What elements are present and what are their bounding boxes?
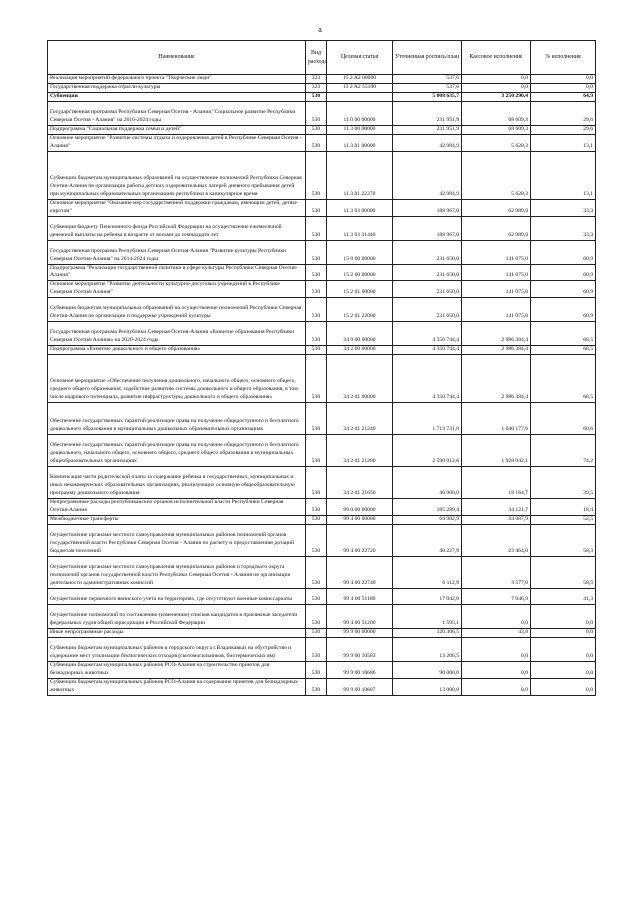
row-name: Осуществление органами местного самоуправления муниципальных районов полномочий органов государственной власти Республики Северная Осетия - Алания по расчету и предоставлению дотаций бюджетам поселений — [48, 525, 306, 557]
table-row — [48, 637, 596, 661]
row-execution-percent: 33,3 — [531, 216, 596, 240]
row-target-article: 99 4 00 51180 — [327, 589, 393, 605]
row-target-article — [327, 92, 393, 101]
table-row — [48, 83, 596, 92]
row-name: Основное мероприятие «Обеспечение получения дошкольного, начального общего, основного общего, среднего общего образования, содействие развитию системы дошкольного и общего образования, в том числе кадрового потенциала, развитие инфраструктуры дошкольного и общего образования» — [48, 355, 306, 403]
row-expense-type: 530 — [306, 435, 327, 467]
row-name: Основное мероприятие "Оказание мер государственной поддержки гражданам, имеющим детей, детям-сиротам" — [48, 199, 306, 216]
table-row — [48, 75, 596, 84]
row-target-article: 11 3 01 00000 — [327, 134, 393, 151]
row-target-article: 34 2 00 00000 — [327, 346, 393, 355]
row-expense-type: 530 — [306, 92, 327, 101]
row-name: Осуществление первичного воинского учета на территориях, где отсутствуют военные комиссариаты — [48, 589, 306, 605]
row-execution-percent: 58,3 — [531, 525, 596, 557]
row-planned: 231 650,0 — [393, 281, 462, 298]
row-name: Обеспечение государственных гарантий реализации права на получение общедоступного и бесплатного дошкольного образования в муниципальных дошкольных образовательных организациях — [48, 403, 306, 435]
row-name: Основное мероприятие "Развитие деятельности культурно-досуговых учреждений в Республике Северная Осетия-Алания" — [48, 281, 306, 298]
row-execution-percent: 0,0 — [531, 75, 596, 84]
row-execution-percent: 18,4 — [531, 499, 596, 516]
table-row — [48, 467, 596, 499]
row-expense-type: 530 — [306, 199, 327, 216]
row-cash-execution: 0,0 — [462, 83, 531, 92]
row-expense-type: 530 — [306, 216, 327, 240]
row-expense-type: 530 — [306, 525, 327, 557]
row-target-article: 99 9 00 10583 — [327, 637, 393, 661]
row-execution-percent: 29,6 — [531, 101, 596, 125]
row-name: Государственная программа Республики Северная Осетия - Алания "Социальное развитие Республики Северная Осетия - Алания" на 2016-2024 годы — [48, 101, 306, 125]
row-planned: 231 650,0 — [393, 298, 462, 322]
row-name: Подпрограмма "Социальная поддержка семьи и детей" — [48, 125, 306, 134]
row-planned: 90 000,0 — [393, 661, 462, 678]
row-planned: 13 206,5 — [393, 637, 462, 661]
table-row — [48, 101, 596, 125]
row-planned: 1 595,1 — [393, 605, 462, 629]
row-target-article: 15 2 00 00000 — [327, 264, 393, 281]
row-planned: 4 350 744,4 — [393, 346, 462, 355]
row-planned: 2 590 012,6 — [393, 435, 462, 467]
row-expense-type: 530 — [306, 678, 327, 695]
row-execution-percent: 0,0 — [531, 678, 596, 695]
row-planned: 64 982,9 — [393, 516, 462, 525]
row-expense-type: 530 — [306, 557, 327, 589]
row-cash-execution: 0,0 — [462, 678, 531, 695]
row-planned: 231 951,9 — [393, 125, 462, 134]
table-header-row — [48, 41, 596, 75]
row-expense-type: 530 — [306, 661, 327, 678]
row-planned: 4 350 744,4 — [393, 322, 462, 346]
row-name: Субвенции бюджетам муниципальных районов РСО-Алания на содержание приютов для безнадзорных животных — [48, 678, 306, 695]
row-execution-percent: 68,5 — [531, 322, 596, 346]
table-row — [48, 92, 596, 101]
row-target-article: 11 3 03 31440 — [327, 216, 393, 240]
table-row — [48, 678, 596, 695]
row-name: Субвенции бюджетам муниципальных образований на осуществление полномочий Республики Северная Осетия-Алания по организации работы детских оздоровительных лагерей дневного пребывания детей при муниципальных образовательных организациях республики в каникулярное время — [48, 151, 306, 199]
row-expense-type: 530 — [306, 589, 327, 605]
row-name: Государственная программа Республики Северная Осетия-Алания «Развитие образования Республики Северная Осетия-Алания» на 2020-2024 годы — [48, 322, 306, 346]
row-expense-type: 530 — [306, 629, 327, 638]
table-row — [48, 281, 596, 298]
page-number: a — [318, 25, 322, 34]
row-target-article: 15 2 A2 55190 — [327, 83, 393, 92]
row-cash-execution: 68 609,3 — [462, 101, 531, 125]
row-planned: 120 306,5 — [393, 629, 462, 638]
table-row — [48, 661, 596, 678]
row-planned: 188 967,0 — [393, 199, 462, 216]
row-target-article: 15 2 01 22000 — [327, 298, 393, 322]
row-cash-execution: 2 986 384,4 — [462, 355, 531, 403]
row-name: Осуществление полномочий по составлению (изменению) списков кандидатов в присяжные заседатели федеральных судов общей юрисдикции в Российской Федерации — [48, 605, 306, 629]
header-execution-percent: % исполнения — [531, 41, 596, 75]
row-execution-percent: 0,0 — [531, 83, 596, 92]
table-row — [48, 499, 596, 516]
row-name: Субвенции бюджетам муниципальных районов и городского округа г.Владикавказ на обустройство и содержание мест утилизации биологических отходов (скотомогильников, биотермических ям) — [48, 637, 306, 661]
row-expense-type: 530 — [306, 605, 327, 629]
row-target-article: 15 2 01 00000 — [327, 281, 393, 298]
row-execution-percent: 13,1 — [531, 134, 596, 151]
table-row — [48, 516, 596, 525]
row-target-article: 11 3 00 00000 — [327, 125, 393, 134]
row-planned: 4 350 744,4 — [393, 355, 462, 403]
table-row — [48, 125, 596, 134]
row-cash-execution: 141 075,0 — [462, 281, 531, 298]
row-execution-percent: 58,5 — [531, 557, 596, 589]
table-row — [48, 629, 596, 638]
row-execution-percent: 60,9 — [531, 240, 596, 264]
row-cash-execution: 0,0 — [462, 637, 531, 661]
row-planned: 46 000,0 — [393, 467, 462, 499]
row-expense-type: 530 — [306, 281, 327, 298]
row-name: Непрограммные расходы республиканских органов исполнительной власти Республики Северная Осетия-Алания — [48, 499, 306, 516]
row-execution-percent: 13,1 — [531, 151, 596, 199]
row-expense-type: 323 — [306, 75, 327, 84]
row-execution-percent: 60,6 — [531, 403, 596, 435]
row-cash-execution: 0,0 — [462, 75, 531, 84]
row-cash-execution: 23 464,0 — [462, 525, 531, 557]
row-name: Подпрограмма "Реализация государственной политики в сфере культуры Республики Северная Осетия-Алания" — [48, 264, 306, 281]
row-name: Реализация мероприятий федерального проекта "Творческие люди" — [48, 75, 306, 84]
row-expense-type: 530 — [306, 151, 327, 199]
row-target-article: 34 2 01 21650 — [327, 467, 393, 499]
row-name: Субвенции — [48, 92, 306, 101]
header-cash-execution: Кассовое исполнение — [462, 41, 531, 75]
row-cash-execution: 141 075,0 — [462, 298, 531, 322]
row-cash-execution: 0,0 — [462, 605, 531, 629]
row-planned: 537,6 — [393, 75, 462, 84]
header-name: Наименование — [48, 41, 306, 75]
row-expense-type: 530 — [306, 298, 327, 322]
row-target-article: 34 2 01 21280 — [327, 435, 393, 467]
row-execution-percent: 52,5 — [531, 516, 596, 525]
table-row — [48, 589, 596, 605]
row-expense-type: 530 — [306, 637, 327, 661]
row-target-article: 11 3 03 00000 — [327, 199, 393, 216]
row-name: Субвенция бюджету Пенсионного фонда Российской Федерации на осуществление ежемесячной денежной выплаты на ребенка в возрасте от восьми до семнадцати лет — [48, 216, 306, 240]
row-execution-percent: 41,3 — [531, 589, 596, 605]
row-expense-type: 530 — [306, 403, 327, 435]
row-execution-percent: 68,5 — [531, 346, 596, 355]
row-target-article: 99 4 00 22720 — [327, 525, 393, 557]
row-cash-execution: 43,8 — [462, 629, 531, 638]
row-name: Обеспечение государственных гарантий реализации права на получение общедоступного и бесплатного дошкольного, начального общего, основного общего, среднего общего образования в муниципальных общеобразовательных организациях — [48, 435, 306, 467]
row-expense-type: 530 — [306, 499, 327, 516]
row-execution-percent: 64,9 — [531, 92, 596, 101]
row-cash-execution: 7 046,9 — [462, 589, 531, 605]
row-expense-type: 323 — [306, 83, 327, 92]
table-row — [48, 605, 596, 629]
row-planned: 231 951,9 — [393, 101, 462, 125]
table-row — [48, 240, 596, 264]
budget-table — [47, 40, 596, 696]
table-row — [48, 525, 596, 557]
row-planned: 537,6 — [393, 83, 462, 92]
row-cash-execution: 68 609,3 — [462, 125, 531, 134]
table-row — [48, 216, 596, 240]
row-planned: 6 112,9 — [393, 557, 462, 589]
row-expense-type: 530 — [306, 322, 327, 346]
row-execution-percent: 0,0 — [531, 661, 596, 678]
row-cash-execution: 5 620,3 — [462, 134, 531, 151]
row-planned: 188 967,0 — [393, 216, 462, 240]
row-target-article: 99 4 00 51200 — [327, 605, 393, 629]
row-expense-type: 530 — [306, 355, 327, 403]
row-cash-execution: 18 164,7 — [462, 467, 531, 499]
row-planned: 42 984,9 — [393, 151, 462, 199]
row-planned: 1 713 731,8 — [393, 403, 462, 435]
row-execution-percent: 74,2 — [531, 435, 596, 467]
row-target-article: 99 9 00 00000 — [327, 629, 393, 638]
table-row — [48, 403, 596, 435]
row-target-article: 99 4 00 22740 — [327, 557, 393, 589]
row-execution-percent: 0,0 — [531, 605, 596, 629]
row-planned: 231 650,0 — [393, 264, 462, 281]
header-expense-type: Вид расхода — [306, 41, 327, 75]
table-row — [48, 199, 596, 216]
row-cash-execution: 0,0 — [462, 661, 531, 678]
row-execution-percent: 60,9 — [531, 264, 596, 281]
table-row — [48, 346, 596, 355]
row-target-article: 34 2 01 21240 — [327, 403, 393, 435]
row-expense-type: 530 — [306, 134, 327, 151]
row-expense-type: 530 — [306, 516, 327, 525]
row-cash-execution: 141 075,0 — [462, 240, 531, 264]
row-name: Субвенции бюджетам муниципальных районов РСО-Алания на строительство приютов для безнадзорных животных — [48, 661, 306, 678]
row-cash-execution: 3 250 290,4 — [462, 92, 531, 101]
row-expense-type: 530 — [306, 264, 327, 281]
row-name: Субвенция бюджетам муниципальных образований на осуществление полномочий Республики Северная Осетия-Алания по организации и поддержке учреждений культуры — [48, 298, 306, 322]
table-row — [48, 264, 596, 281]
row-name: Основное мероприятие "Развитие системы отдыха и оздоровления детей в Республике Северная Осетия - Алания" — [48, 134, 306, 151]
row-execution-percent: 29,6 — [531, 125, 596, 134]
row-name: Государственная программа Республики Северная Осетия-Алания "Развитие культуры Республики Северная Осетия-Алания" на 2014-2024 годы — [48, 240, 306, 264]
row-execution-percent: 33,3 — [531, 199, 596, 216]
row-cash-execution: 2 986 384,4 — [462, 346, 531, 355]
row-expense-type: 530 — [306, 467, 327, 499]
row-planned: 42 984,9 — [393, 134, 462, 151]
table-row — [48, 322, 596, 346]
row-name: Подпрограмма «Развитие дошкольного и общего образования» — [48, 346, 306, 355]
row-planned: 13 000,0 — [393, 678, 462, 695]
row-target-article: 15 2 A2 00000 — [327, 75, 393, 84]
row-execution-percent: 0,0 — [531, 629, 596, 638]
table-row — [48, 298, 596, 322]
row-cash-execution: 34 087,9 — [462, 516, 531, 525]
row-expense-type: 530 — [306, 240, 327, 264]
row-planned: 231 650,0 — [393, 240, 462, 264]
row-name: Межбюджетные трансферты — [48, 516, 306, 525]
row-cash-execution: 62 989,0 — [462, 216, 531, 240]
header-planned: Уточненная роспись/план — [393, 41, 462, 75]
row-name: Иные непрограммные расходы — [48, 629, 306, 638]
row-cash-execution: 1 928 042,1 — [462, 435, 531, 467]
row-execution-percent: 0,0 — [531, 637, 596, 661]
row-cash-execution: 34 121,7 — [462, 499, 531, 516]
table-row — [48, 435, 596, 467]
row-expense-type: 530 — [306, 101, 327, 125]
row-cash-execution: 2 986 384,4 — [462, 322, 531, 346]
row-cash-execution: 5 620,3 — [462, 151, 531, 199]
row-target-article: 11 0 00 00000 — [327, 101, 393, 125]
row-execution-percent: 60,9 — [531, 298, 596, 322]
row-execution-percent: 39,5 — [531, 467, 596, 499]
row-target-article: 34 0 00 00000 — [327, 322, 393, 346]
row-execution-percent: 68,5 — [531, 355, 596, 403]
table-row — [48, 151, 596, 199]
row-target-article: 11 3 01 22270 — [327, 151, 393, 199]
row-execution-percent: 60,9 — [531, 281, 596, 298]
table-row — [48, 355, 596, 403]
row-planned: 40 227,9 — [393, 525, 462, 557]
row-expense-type: 530 — [306, 346, 327, 355]
row-target-article: 99 9 00 10687 — [327, 678, 393, 695]
row-name: Государственная поддержка отрасли культуры — [48, 83, 306, 92]
row-target-article: 99 4 00 00000 — [327, 516, 393, 525]
row-name: Компенсация части родительской платы за содержание ребенка в государственных, муниципальных и иных некоммерческих образовательных организациях, реализующих основную общеобразовательную программу дошкольного образования — [48, 467, 306, 499]
row-cash-execution: 3 577,0 — [462, 557, 531, 589]
row-planned: 5 008 635,7 — [393, 92, 462, 101]
row-expense-type: 530 — [306, 125, 327, 134]
row-cash-execution: 62 989,0 — [462, 199, 531, 216]
row-target-article: 99 0 00 00000 — [327, 499, 393, 516]
table-row — [48, 134, 596, 151]
row-target-article: 99 9 00 10686 — [327, 661, 393, 678]
row-target-article: 15 0 00 00000 — [327, 240, 393, 264]
row-cash-execution: 1 040 177,6 — [462, 403, 531, 435]
table-row — [48, 557, 596, 589]
row-planned: 17 042,0 — [393, 589, 462, 605]
row-planned: 185 289,4 — [393, 499, 462, 516]
row-name: Осуществление органами местного самоуправления муниципальных районов и городского округа полномочий органов государственной власти Республики Северная Осетия - Алания по организации деятельности административных комиссий — [48, 557, 306, 589]
header-target-article: Целевая статья — [327, 41, 393, 75]
row-target-article: 34 2 01 00000 — [327, 355, 393, 403]
row-cash-execution: 141 075,0 — [462, 264, 531, 281]
